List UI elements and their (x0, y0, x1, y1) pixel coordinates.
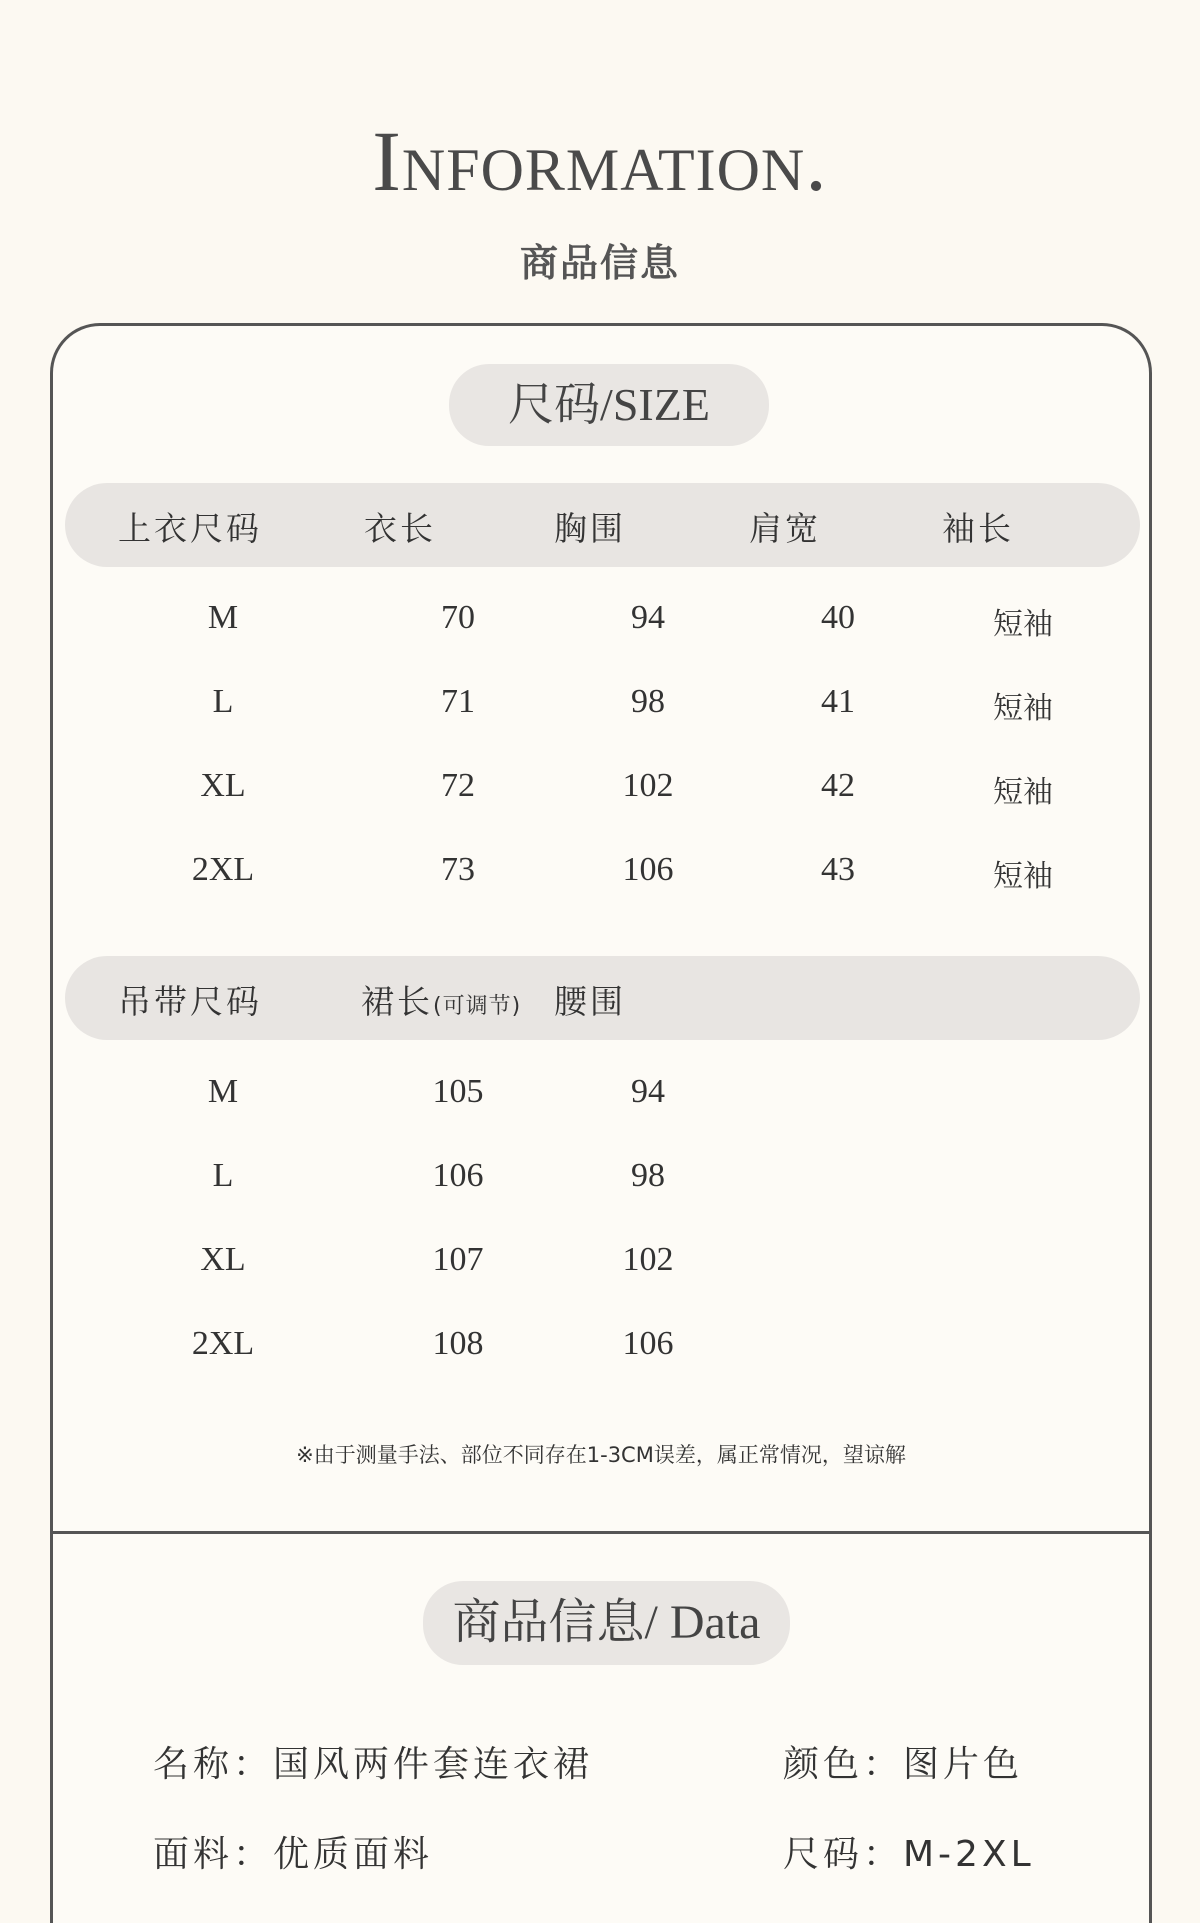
table-cell: 102 (622, 767, 674, 804)
table-cell: XL (200, 1241, 246, 1278)
table-cell: 42 (821, 767, 855, 804)
table-cell: 短袖 (993, 607, 1053, 642)
table-cell: 94 (631, 599, 665, 636)
table-cell: 2XL (191, 1325, 255, 1362)
table-cell: 72 (441, 767, 475, 804)
table-cell: 71 (441, 683, 475, 720)
table-cell: 105 (432, 1073, 484, 1110)
title-en: Information. (372, 113, 828, 209)
col-header: 上衣尺码 (118, 509, 262, 548)
section-divider (50, 1531, 1152, 1534)
size-heading: 尺码/SIZE (449, 364, 769, 446)
info-card (50, 323, 1152, 1923)
table-cell: 短袖 (993, 859, 1053, 894)
table-cell: 70 (441, 599, 475, 636)
table-cell: XL (200, 767, 246, 804)
col-header: 吊带尺码 (118, 982, 262, 1021)
top-table-header (65, 483, 1140, 567)
table-cell: 108 (432, 1325, 484, 1362)
title-cn: 商品信息 (519, 241, 680, 285)
table-cell: L (212, 1157, 234, 1194)
table-cell: 98 (631, 683, 665, 720)
col-header: 腰围 (554, 982, 626, 1021)
table-cell: M (207, 599, 239, 636)
table-cell: 73 (441, 851, 475, 888)
col-header: 胸围 (554, 509, 626, 548)
table-cell: 102 (622, 1241, 674, 1278)
table-cell: 43 (821, 851, 855, 888)
table-cell: L (212, 683, 234, 720)
table-cell: 41 (821, 683, 855, 720)
table-cell: 短袖 (993, 691, 1053, 726)
table-cell: 106 (622, 851, 674, 888)
col-header: 衣长 (364, 509, 436, 548)
col-header: 袖长 (942, 509, 1014, 548)
product-size: 尺码：M-2XL (783, 1834, 1035, 1875)
product-fabric: 面料：优质面料 (153, 1834, 434, 1875)
measurement-note: ※由于测量手法、部位不同存在1-3CM误差，属正常情况，望谅解 (296, 1443, 906, 1467)
table-cell: 2XL (191, 851, 255, 888)
strap-table-header (65, 956, 1140, 1040)
table-cell: 98 (631, 1157, 665, 1194)
col-header: 肩宽 (749, 509, 821, 548)
data-heading: 商品信息/ Data (423, 1581, 790, 1665)
table-cell: 107 (432, 1241, 484, 1278)
table-cell: 106 (622, 1325, 674, 1362)
col-header: 裙长(可调节) (361, 982, 522, 1021)
table-cell: 106 (432, 1157, 484, 1194)
table-cell: M (207, 1073, 239, 1110)
table-cell: 94 (631, 1073, 665, 1110)
product-color: 颜色：图片色 (783, 1744, 1024, 1785)
table-cell: 40 (821, 599, 855, 636)
table-cell: 短袖 (993, 775, 1053, 810)
product-name: 名称：国风两件套连衣裙 (153, 1744, 594, 1785)
